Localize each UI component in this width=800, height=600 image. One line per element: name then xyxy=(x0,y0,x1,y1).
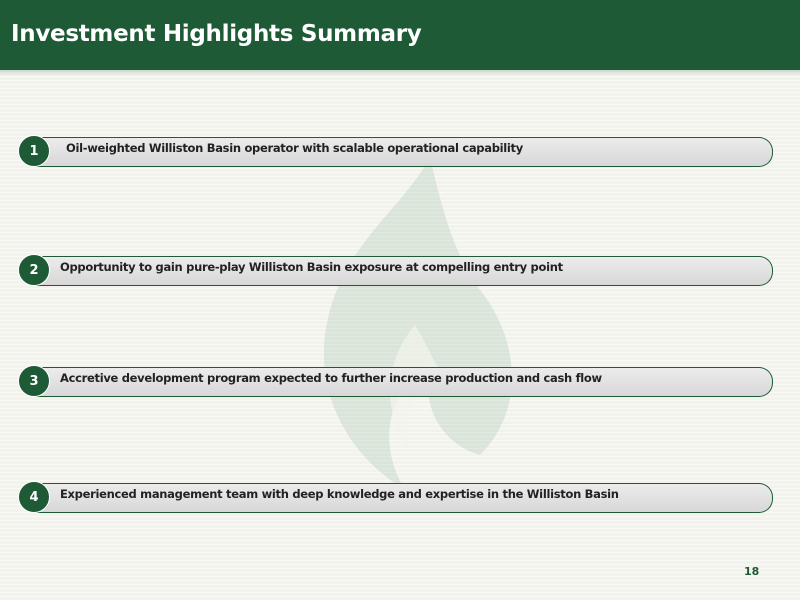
header-divider xyxy=(0,70,800,76)
number-badge: 1 xyxy=(18,135,50,167)
highlight-text: Oil-weighted Williston Basin operator with scalable operational capability xyxy=(66,141,523,155)
flame-icon xyxy=(280,150,530,500)
highlight-item-4 xyxy=(18,481,778,515)
highlight-text: Experienced management team with deep knowledge and expertise in the Williston Basin xyxy=(60,487,619,501)
highlight-item-3 xyxy=(18,365,778,399)
highlight-text: Accretive development program expected to further increase production and cash flow xyxy=(60,371,602,385)
number-badge: 3 xyxy=(18,365,50,397)
header-bar xyxy=(0,0,800,70)
page-title: Investment Highlights Summary xyxy=(11,21,422,47)
highlight-text: Opportunity to gain pure-play Williston Basin exposure at compelling entry point xyxy=(60,260,563,274)
highlight-item-2 xyxy=(18,254,778,288)
page-number: 18 xyxy=(744,565,760,578)
highlight-item-1 xyxy=(18,135,778,169)
number-badge: 4 xyxy=(18,481,50,513)
number-badge: 2 xyxy=(18,254,50,286)
